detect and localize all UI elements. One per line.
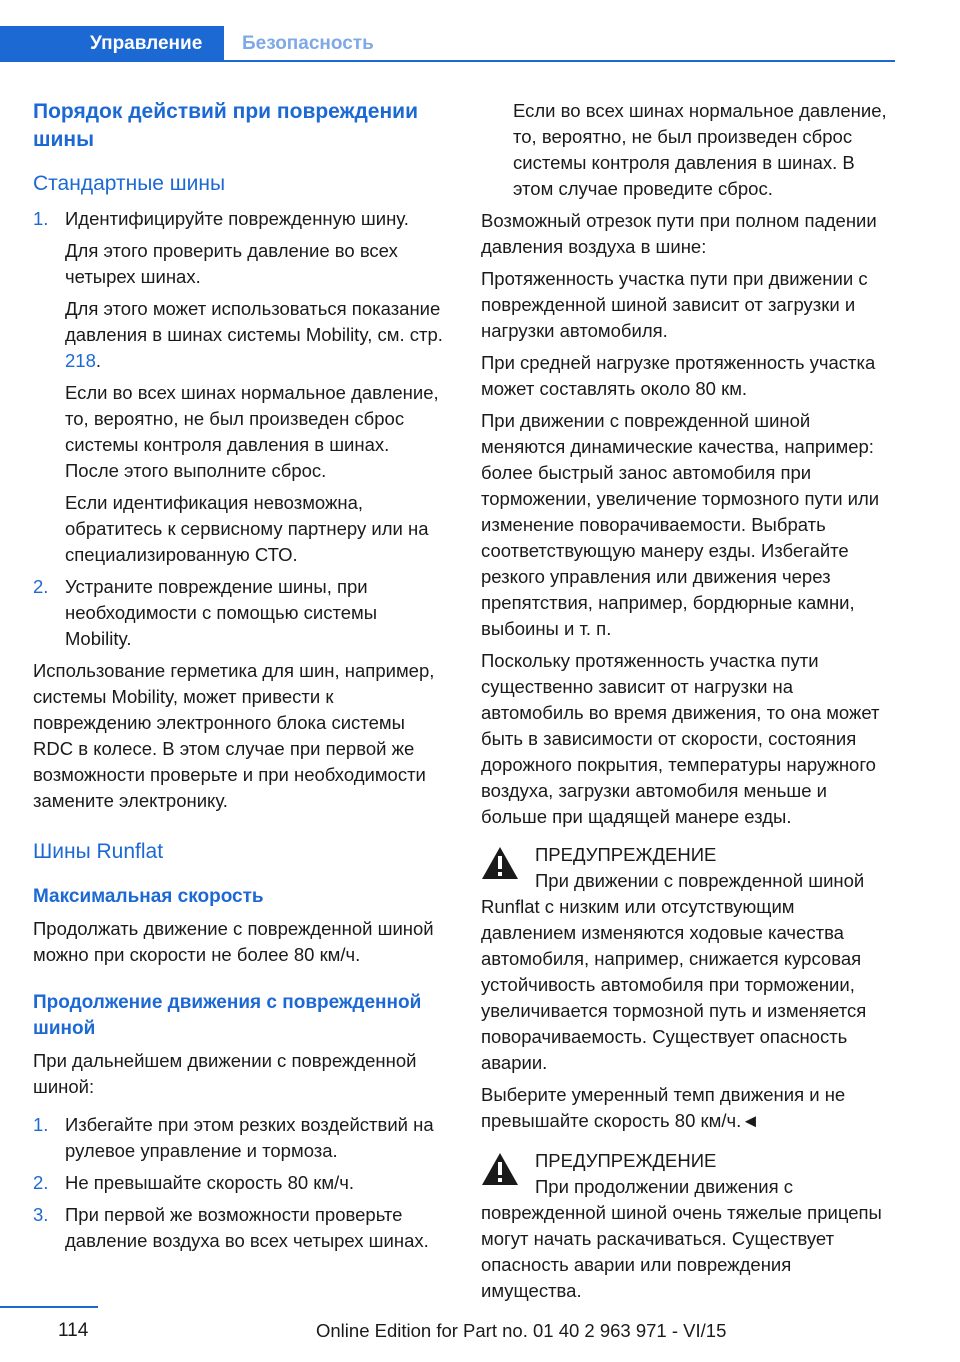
warning-block [481, 1148, 891, 1174]
body-paragraph: Поскольку протяженность участка пути существенно зависит от нагрузки на автомобиль во время движения, то она может быть в зависимости от скорости, состояния дорожного покрытия, температуры наружного воздуха, загрузки автомобиля меньше и больше при щадящей манере езды. [481, 650, 880, 827]
list-number: 1. [33, 208, 49, 229]
max-speed-heading: Максимальная скорость [33, 886, 264, 907]
warning-triangle-icon [481, 846, 519, 880]
left-column [33, 98, 448, 1260]
tab-active-control[interactable]: Управление [0, 26, 224, 62]
list-item [33, 1170, 448, 1196]
sealant-paragraph: Использование герметика для шин, например, системы Mobility, может привести к повреждению электронного блока системы RDC в колесе. В этом случае при первой же возможности проверьте и при необходимости замените электронику. [33, 660, 435, 811]
step-text: Избегайте при этом резких воздействий на рулевое управление и тормоза. [65, 1114, 434, 1161]
continue-driving-heading: Продолжение движения с поврежденной шиной [33, 992, 422, 1039]
warning-title: ПРЕДУПРЕЖДЕНИЕ [535, 1150, 717, 1171]
page-number: 114 [58, 1320, 89, 1341]
section-title: Порядок действий при повреждении шины [33, 100, 418, 151]
warning-text: Выберите умеренный темп движения и не превышайте скорость 80 км/ч.◄ [481, 1084, 846, 1131]
list-number: 1. [33, 1114, 49, 1135]
step-text: Идентифицируйте поврежденную шину. [65, 208, 409, 229]
step-text [65, 296, 448, 374]
header-divider [0, 60, 895, 62]
edition-info: Online Edition for Part no. 01 40 2 963 971 - VI/15 [316, 1320, 727, 1341]
tab-safety[interactable]: Безопасность [242, 33, 374, 54]
list-item [33, 574, 448, 652]
step-text: Если во всех шинах нормальное давление, то, вероятно, не был произведен сброс системы контроля давления в шинах. После этого выполните сброс. [65, 382, 439, 481]
step-text: Не превышайте скорость 80 км/ч. [65, 1172, 355, 1193]
warning-triangle-icon [481, 1152, 519, 1186]
right-column [481, 98, 891, 1310]
body-paragraph: При средней нагрузке протяженность участка может составлять около 80 км. [481, 352, 876, 399]
step-text: Если идентификация невозможна, обратитесь к сервисному партнеру или на специализированную СТО. [65, 492, 429, 565]
runflat-heading: Шины Runflat [33, 840, 164, 863]
step-text: Для этого проверить давление во всех четырех шинах. [65, 240, 398, 287]
continue-list [33, 1112, 448, 1254]
continue-intro: При дальнейшем движении с поврежденной шиной: [33, 1050, 417, 1097]
list-item [33, 1112, 448, 1164]
reset-note: Если во всех шинах нормальное давление, то, вероятно, не был произведен сброс системы контроля давления в шинах. В этом случае проведите сброс. [513, 100, 887, 199]
step-text: Устраните повреждение шины, при необходимости с помощью системы Mobility. [65, 576, 378, 649]
body-paragraph: При движении с поврежденной шиной меняются динамические качества, например: более быстрый занос автомобиля при торможении, увеличение тормозного пути или изменение поворачиваемости. Выбрать соответствующую манеру езды. Избегайте резкого управления или движения через препятствия, например, бордюрные камни, выбоины и т. п. [481, 410, 880, 639]
list-number: 2. [33, 576, 49, 597]
warning-text: При движении с поврежденной шиной Runflat с низким или отсутствующим давлением изменяются ходовые качества автомобиля, например, снижается курсовая устойчивость автомобиля при торможении, увеличивается тормозной путь и изменяется поворачиваемость. Существует опасность аварии. [481, 870, 867, 1073]
max-speed-text: Продолжать движение с поврежденной шиной можно при скорости не более 80 км/ч. [33, 918, 434, 965]
list-item [33, 206, 448, 568]
step-text-part: . [95, 350, 102, 371]
chapter-tabs [0, 26, 895, 64]
warning-text: При продолжении движения с поврежденной шиной очень тяжелые прицепы могут начать раскачиваться. Существует опасность аварии или повреждения имущества. [481, 1176, 882, 1301]
step-text: При первой же возможности проверьте давление воздуха во всех четырех шинах. [65, 1204, 429, 1251]
warning-block [481, 842, 891, 868]
standard-tires-heading: Стандартные шины [33, 172, 226, 195]
warning-title: ПРЕДУПРЕЖДЕНИЕ [535, 844, 717, 865]
list-item [33, 1202, 448, 1254]
list-number: 3. [33, 1204, 49, 1225]
footer-divider [0, 1306, 98, 1308]
page-reference-link[interactable]: 218 [65, 350, 96, 371]
body-paragraph: Возможный отрезок пути при полном падении давления воздуха в шине: [481, 210, 877, 257]
steps-list [33, 206, 448, 652]
body-paragraph: Протяженность участка пути при движении с поврежденной шиной зависит от загрузки и нагрузки автомобиля. [481, 268, 868, 341]
list-number: 2. [33, 1172, 49, 1193]
step-text-part: Для этого может использоваться показание давления в шинах системы Mobility, см. стр. [65, 298, 443, 345]
